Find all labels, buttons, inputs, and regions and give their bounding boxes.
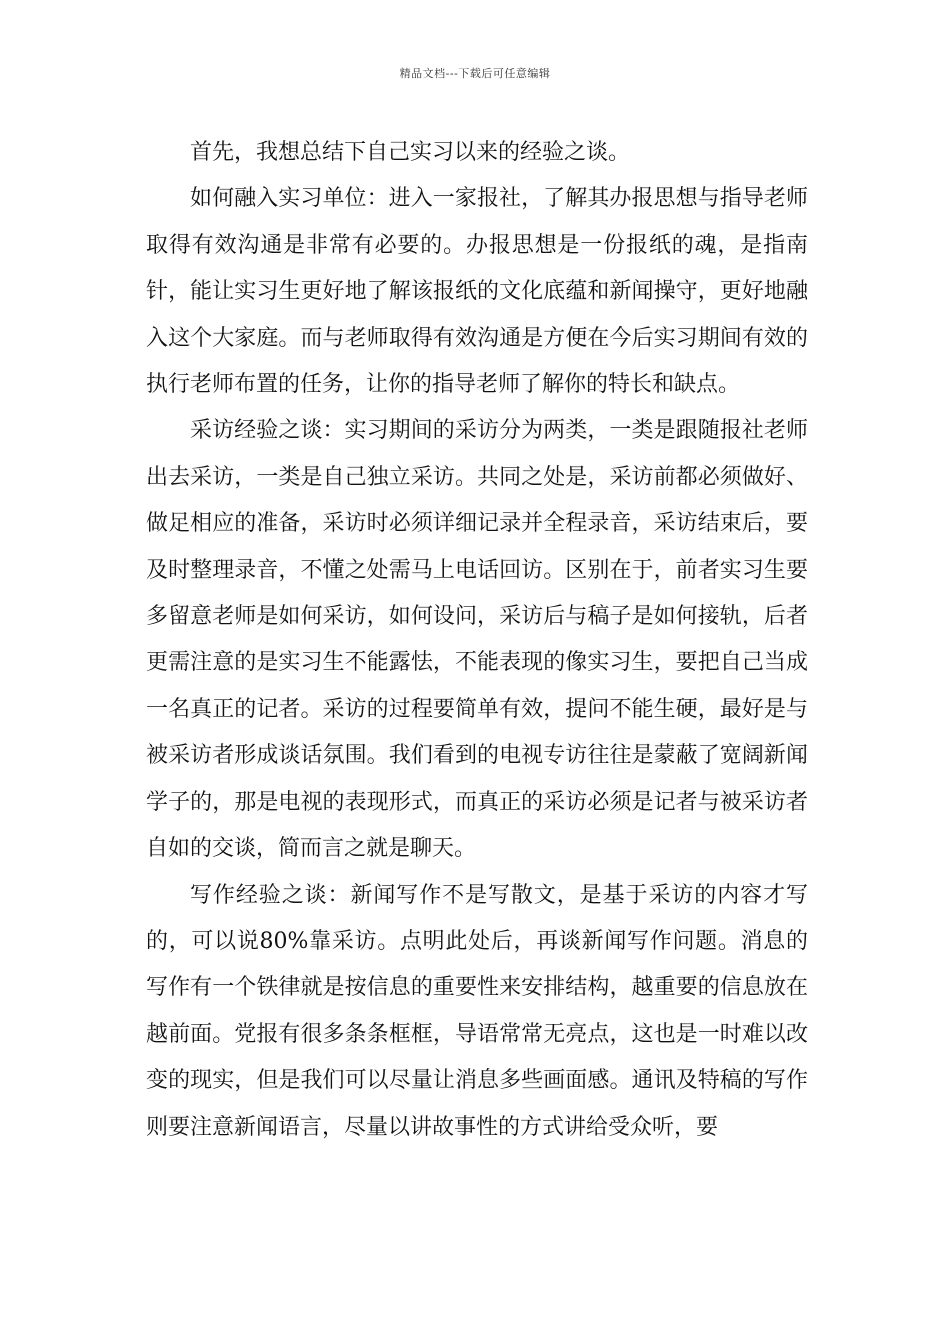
- paragraph-interview: 采访经验之谈：实习期间的采访分为两类，一类是跟随报社老师出去采访，一类是自己独立采访。共同之处是，采访前都必须做好、做足相应的准备，采访时必须详细记录并全程录音，采访结束后，要及时整理录音，不懂之处需马上电话回访。区别在于，前者实习生要多留意老师是如何采访，如何设问，采访后与稿子是如何接轨，后者更需注意的是实习生不能露怯，不能表现的像实习生，要把自己当成一名真正的记者。采访的过程要简单有效，提问不能生硬，最好是与被采访者形成谈话氛围。我们看到的电视专访往往是蒙蔽了宽阔新闻学子的，那是电视的表现形式，而真正的采访必须是记者与被采访者自如的交谈，简而言之就是聊天。: [146, 418, 808, 862]
- paragraph-writing: 写作经验之谈：新闻写作不是写散文，是基于采访的内容才写的，可以说80%靠采访。点明此处后，再谈新闻写作问题。消息的写作有一个铁律就是按信息的重要性来安排结构，越重要的信息放在越前面。党报有很多条条框框，导语常常无亮点，这也是一时难以改变的现实，但是我们可以尽量让消息多些画面感。通讯及特稿的写作则要注意新闻语言，尽量以讲故事性的方式讲给受众听，要: [146, 882, 808, 1140]
- paragraph-integration: 如何融入实习单位：进入一家报社，了解其办报思想与指导老师取得有效沟通是非常有必要的。办报思想是一份报纸的魂，是指南针，能让实习生更好地了解该报纸的文化底蕴和新闻操守，更好地融入这个大家庭。而与老师取得有效沟通是方便在今后实习期间有效的执行老师布置的任务，让你的指导老师了解你的特长和缺点。: [146, 186, 808, 398]
- document-body: [146, 130, 808, 1151]
- paragraph-intro: 首先，我想总结下自己实习以来的经验之谈。: [190, 140, 631, 165]
- page-header: 精品文档---下载后可任意编辑: [399, 67, 551, 80]
